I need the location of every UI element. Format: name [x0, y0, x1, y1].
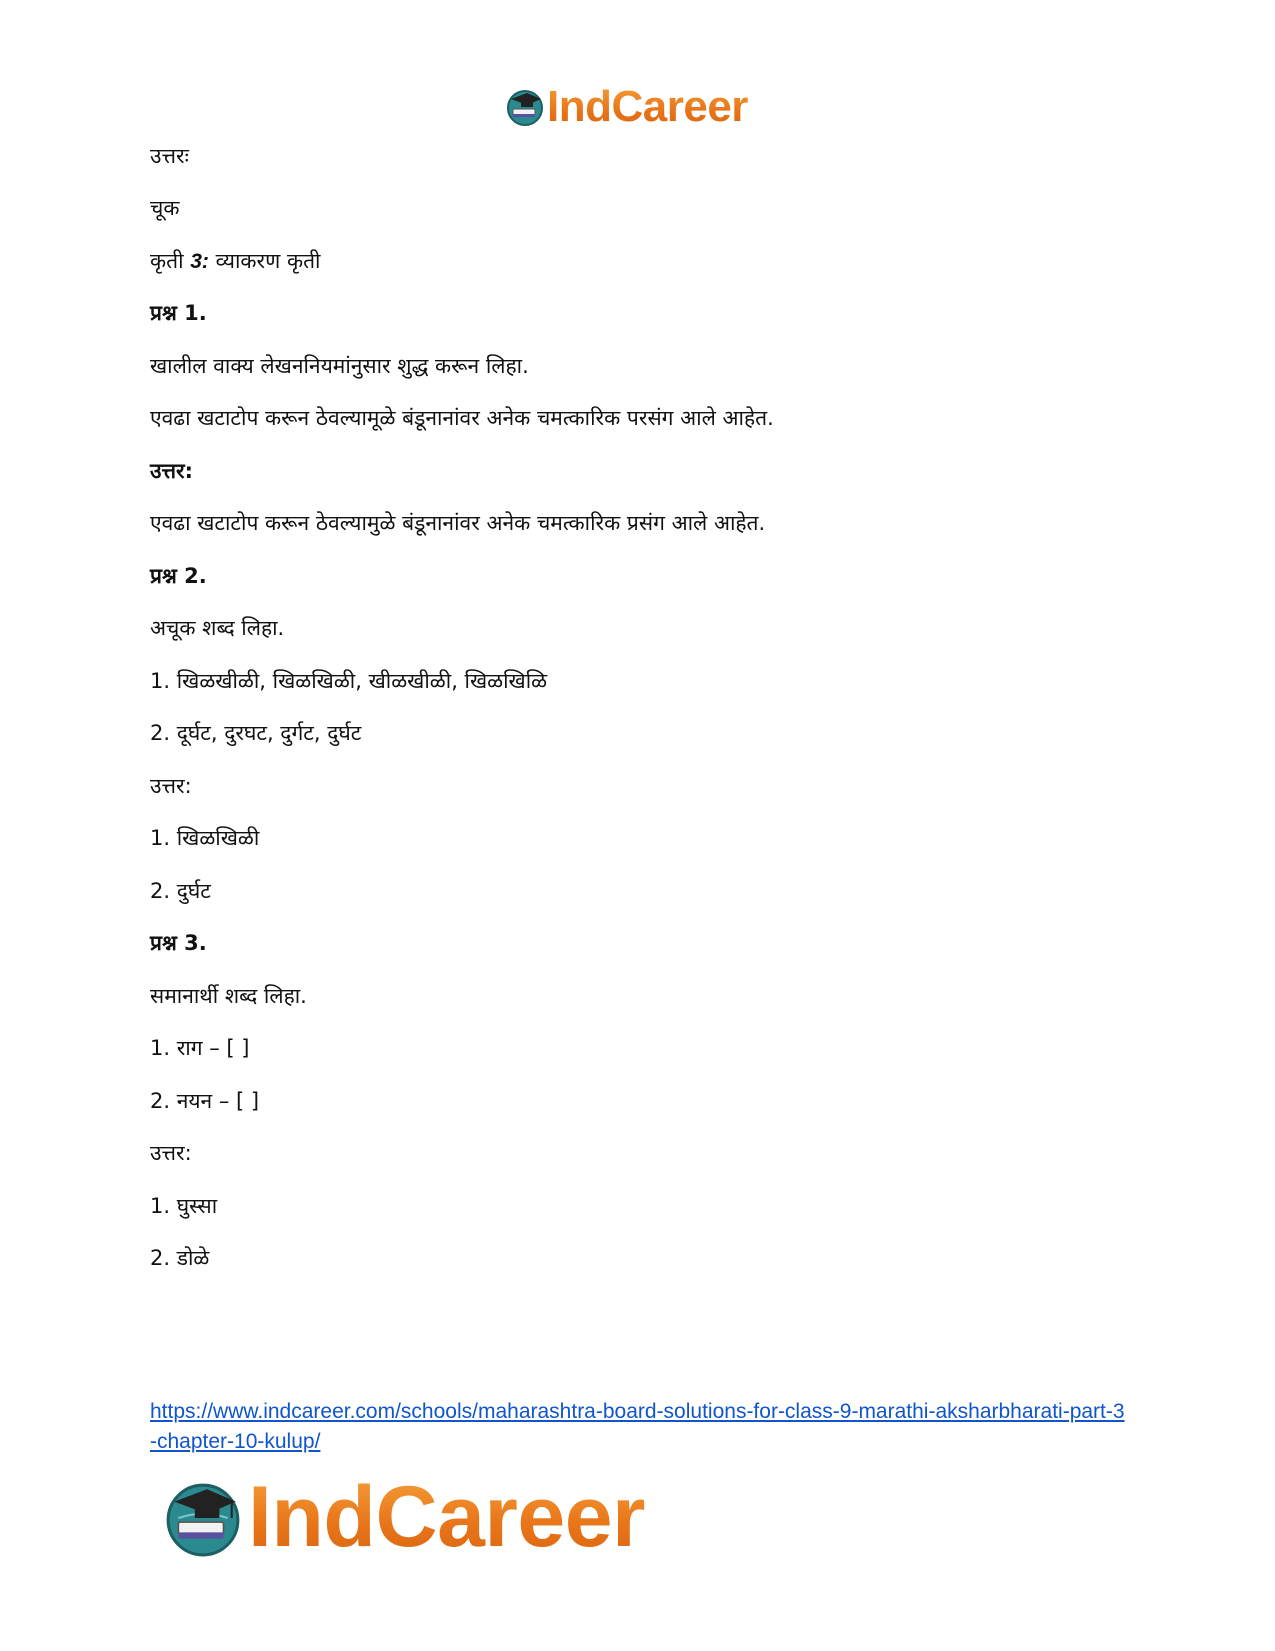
answer-label: उत्तर:: [150, 1141, 192, 1165]
option-item: 1. राग – [ ]: [150, 1036, 250, 1060]
question-text: खालील वाक्य लेखननियमांनुसार शुद्ध करून लिहा.: [150, 354, 529, 378]
question-heading: प्रश्न 1.: [150, 301, 207, 325]
question-heading: प्रश्न 3.: [150, 931, 207, 955]
indcareer-logo-top: [505, 82, 748, 132]
logo-wordmark: IndCareer: [248, 1469, 645, 1565]
activity-heading: [150, 247, 321, 276]
answer-item: 1. खिळखिळी: [150, 826, 260, 850]
answer-item: 2. डोळे: [150, 1246, 210, 1270]
answer-label: उत्तर:: [150, 774, 192, 798]
indcareer-logo-bottom: [162, 1468, 645, 1567]
answer-text: चूक: [150, 196, 180, 220]
answer-label: उत्तरः: [150, 144, 189, 168]
answer-item: 1. घुस्सा: [150, 1194, 218, 1218]
activity-prefix: कृती: [150, 249, 191, 273]
answer-item: 2. दुर्घट: [150, 879, 211, 903]
question-sentence: एवढा खटाटोप करून ठेवल्यामूळे बंडूनानांवर अनेक चमत्कारिक परसंग आले आहेत.: [150, 406, 774, 430]
question-text: अचूक शब्द लिहा.: [150, 616, 285, 640]
question-text: समानार्थी शब्द लिहा.: [150, 984, 307, 1008]
answer-text: एवढा खटाटोप करून ठेवल्यामुळे बंडूनानांवर अनेक चमत्कारिक प्रसंग आले आहेत.: [150, 511, 766, 535]
option-item: 2. दूर्घट, दुरघट, दुर्गट, दुर्घट: [150, 721, 362, 745]
activity-number: 3:: [190, 250, 209, 273]
option-item: 2. नयन – [ ]: [150, 1089, 260, 1113]
answer-label: उत्तर:: [150, 459, 194, 483]
source-link[interactable]: https://www.indcareer.com/schools/maharashtra-board-solutions-for-class-9-marathi-aksharbharati-part-3-chapter-10-kulup/: [150, 1400, 1125, 1453]
logo-wordmark: IndCareer: [547, 82, 748, 131]
option-item: 1. खिळखीळी, खिळखिळी, खीळखीळी, खिळखिळि: [150, 669, 548, 693]
graduation-cap-book-globe-icon: [505, 87, 545, 127]
graduation-cap-book-globe-icon: [162, 1477, 244, 1559]
question-heading: प्रश्न 2.: [150, 564, 207, 588]
activity-title: व्याकरण कृती: [208, 249, 321, 273]
